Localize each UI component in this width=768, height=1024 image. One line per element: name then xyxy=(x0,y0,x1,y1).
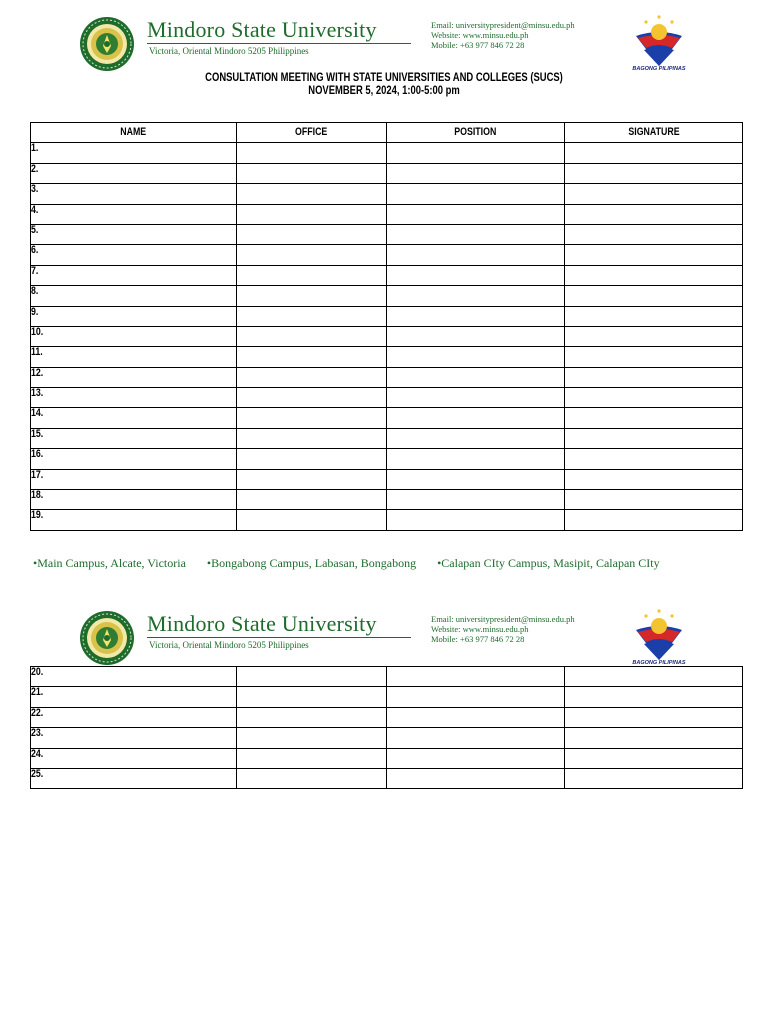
name-cell[interactable]: 10. xyxy=(31,326,237,346)
signature-cell[interactable] xyxy=(565,245,743,265)
office-cell[interactable] xyxy=(237,143,387,163)
position-cell[interactable] xyxy=(387,367,565,387)
office-cell[interactable] xyxy=(237,388,387,408)
table-row xyxy=(31,667,743,687)
bagong-pilipinas-icon xyxy=(628,600,690,662)
campus-calapan: •Calapan CIty Campus, Masipit, Calapan CIty xyxy=(437,556,660,570)
table-row xyxy=(31,306,743,326)
name-cell[interactable]: 22. xyxy=(31,707,237,727)
signature-cell[interactable] xyxy=(565,490,743,510)
bagong-pilipinas-icon xyxy=(628,6,690,68)
column-header-office: OFFICE xyxy=(237,123,387,143)
contact-email: Email: universitypresident@minsu.edu.ph xyxy=(431,614,575,624)
signature-cell[interactable] xyxy=(565,306,743,326)
contact-email: Email: universitypresident@minsu.edu.ph xyxy=(431,20,575,30)
name-cell[interactable]: 12. xyxy=(31,367,237,387)
name-cell[interactable]: 17. xyxy=(31,469,237,489)
table-row xyxy=(31,224,743,244)
table-row xyxy=(31,510,743,530)
office-cell[interactable] xyxy=(237,184,387,204)
signature-cell[interactable] xyxy=(565,510,743,530)
office-cell[interactable] xyxy=(237,245,387,265)
table-row xyxy=(31,490,743,510)
bagong-pilipinas-text: BAGONG PILIPINAS xyxy=(632,66,686,72)
office-cell[interactable] xyxy=(237,347,387,367)
office-cell[interactable] xyxy=(237,748,387,768)
university-name: Mindoro State University xyxy=(147,611,377,636)
office-cell[interactable] xyxy=(237,667,387,687)
office-cell[interactable] xyxy=(237,768,387,788)
document-date: NOVEMBER 5, 2024, 1:00-5:00 pm xyxy=(308,85,460,97)
office-cell[interactable] xyxy=(237,687,387,707)
office-cell[interactable] xyxy=(237,707,387,727)
table-row xyxy=(31,163,743,183)
name-cell[interactable]: 1. xyxy=(31,143,237,163)
position-cell[interactable] xyxy=(387,204,565,224)
contact-website: Website: www.minsu.edu.ph xyxy=(431,624,529,634)
table-row xyxy=(31,428,743,448)
signature-cell[interactable] xyxy=(565,184,743,204)
university-address: Victoria, Oriental Mindoro 5205 Philippines xyxy=(149,46,309,56)
name-cell[interactable]: 9. xyxy=(31,306,237,326)
signature-cell[interactable] xyxy=(565,163,743,183)
position-cell[interactable] xyxy=(387,707,565,727)
position-cell[interactable] xyxy=(387,143,565,163)
signature-cell[interactable] xyxy=(565,347,743,367)
bagong-pilipinas-text: BAGONG PILIPINAS xyxy=(632,660,686,666)
signature-cell[interactable] xyxy=(565,728,743,748)
university-address: Victoria, Oriental Mindoro 5205 Philippines xyxy=(149,640,309,650)
table-row xyxy=(31,367,743,387)
signature-cell[interactable] xyxy=(565,667,743,687)
table-row xyxy=(31,707,743,727)
office-cell[interactable] xyxy=(237,428,387,448)
table-row xyxy=(31,449,743,469)
name-cell[interactable]: 23. xyxy=(31,728,237,748)
table-row xyxy=(31,347,743,367)
table-row xyxy=(31,265,743,285)
position-cell[interactable] xyxy=(387,347,565,367)
signature-cell[interactable] xyxy=(565,768,743,788)
table-row xyxy=(31,408,743,428)
university-name: Mindoro State University xyxy=(147,17,377,42)
position-cell[interactable] xyxy=(387,428,565,448)
signature-cell[interactable] xyxy=(565,707,743,727)
position-cell[interactable] xyxy=(387,184,565,204)
name-cell[interactable]: 20. xyxy=(31,667,237,687)
position-cell[interactable] xyxy=(387,265,565,285)
signature-cell[interactable] xyxy=(565,204,743,224)
signature-cell[interactable] xyxy=(565,687,743,707)
column-header-position: POSITION xyxy=(387,123,565,143)
attendance-table-page1 xyxy=(30,122,743,531)
office-cell[interactable] xyxy=(237,490,387,510)
office-cell[interactable] xyxy=(237,449,387,469)
signature-cell[interactable] xyxy=(565,428,743,448)
document-title: CONSULTATION MEETING WITH STATE UNIVERSITIES AND COLLEGES (SUCS) xyxy=(205,72,563,84)
office-cell[interactable] xyxy=(237,326,387,346)
name-underline xyxy=(147,637,411,638)
signature-cell[interactable] xyxy=(565,449,743,469)
table-row xyxy=(31,184,743,204)
campus-bongabong: •Bongabong Campus, Labasan, Bongabong xyxy=(206,556,417,570)
signature-cell[interactable] xyxy=(565,367,743,387)
office-cell[interactable] xyxy=(237,306,387,326)
name-cell[interactable]: 11. xyxy=(31,347,237,367)
letterhead-top xyxy=(0,16,768,80)
campus-footer xyxy=(33,556,678,571)
position-cell[interactable] xyxy=(387,388,565,408)
office-cell[interactable] xyxy=(237,265,387,285)
name-cell[interactable]: 16. xyxy=(31,449,237,469)
name-cell[interactable]: 6. xyxy=(31,245,237,265)
table-row xyxy=(31,748,743,768)
name-cell[interactable]: 2. xyxy=(31,163,237,183)
signature-cell[interactable] xyxy=(565,748,743,768)
signature-cell[interactable] xyxy=(565,286,743,306)
name-cell[interactable]: 18. xyxy=(31,490,237,510)
position-cell[interactable] xyxy=(387,449,565,469)
position-cell[interactable] xyxy=(387,490,565,510)
name-cell[interactable]: 24. xyxy=(31,748,237,768)
name-cell[interactable]: 19. xyxy=(31,510,237,530)
name-cell[interactable]: 25. xyxy=(31,768,237,788)
table-row xyxy=(31,326,743,346)
office-cell[interactable] xyxy=(237,408,387,428)
office-cell[interactable] xyxy=(237,510,387,530)
table-row xyxy=(31,469,743,489)
table-header-row xyxy=(31,123,743,143)
table-row xyxy=(31,286,743,306)
signature-cell[interactable] xyxy=(565,143,743,163)
position-cell[interactable] xyxy=(387,224,565,244)
position-cell[interactable] xyxy=(387,408,565,428)
name-cell[interactable]: 5. xyxy=(31,224,237,244)
name-cell[interactable]: 7. xyxy=(31,265,237,285)
position-cell[interactable] xyxy=(387,667,565,687)
table-row xyxy=(31,204,743,224)
name-cell[interactable]: 8. xyxy=(31,286,237,306)
table-row xyxy=(31,687,743,707)
position-cell[interactable] xyxy=(387,687,565,707)
signature-cell[interactable] xyxy=(565,224,743,244)
table-row xyxy=(31,388,743,408)
position-cell[interactable] xyxy=(387,469,565,489)
attendance-table-page2 xyxy=(30,666,743,789)
position-cell[interactable] xyxy=(387,510,565,530)
column-header-name: NAME xyxy=(31,123,237,143)
position-cell[interactable] xyxy=(387,728,565,748)
office-cell[interactable] xyxy=(237,728,387,748)
position-cell[interactable] xyxy=(387,748,565,768)
position-cell[interactable] xyxy=(387,163,565,183)
table-row xyxy=(31,245,743,265)
name-cell[interactable]: 4. xyxy=(31,204,237,224)
signature-cell[interactable] xyxy=(565,265,743,285)
office-cell[interactable] xyxy=(237,204,387,224)
signature-cell[interactable] xyxy=(565,388,743,408)
campus-main: •Main Campus, Alcate, Victoria xyxy=(33,556,186,570)
signature-cell[interactable] xyxy=(565,326,743,346)
signature-cell[interactable] xyxy=(565,408,743,428)
university-seal-icon xyxy=(76,610,138,666)
office-cell[interactable] xyxy=(237,163,387,183)
name-underline xyxy=(147,43,411,44)
table-row xyxy=(31,768,743,788)
position-cell[interactable] xyxy=(387,306,565,326)
position-cell[interactable] xyxy=(387,768,565,788)
signature-cell[interactable] xyxy=(565,469,743,489)
name-cell[interactable]: 15. xyxy=(31,428,237,448)
university-seal-icon xyxy=(76,16,138,72)
contact-mobile: Mobile: +63 977 846 72 28 xyxy=(431,634,525,644)
table-row xyxy=(31,143,743,163)
office-cell[interactable] xyxy=(237,224,387,244)
name-cell[interactable]: 14. xyxy=(31,408,237,428)
letterhead-second xyxy=(0,610,768,674)
position-cell[interactable] xyxy=(387,326,565,346)
office-cell[interactable] xyxy=(237,469,387,489)
table-row xyxy=(31,728,743,748)
name-cell[interactable]: 3. xyxy=(31,184,237,204)
office-cell[interactable] xyxy=(237,286,387,306)
contact-block xyxy=(431,614,575,644)
contact-mobile: Mobile: +63 977 846 72 28 xyxy=(431,40,525,50)
position-cell[interactable] xyxy=(387,286,565,306)
office-cell[interactable] xyxy=(237,367,387,387)
name-cell[interactable]: 21. xyxy=(31,687,237,707)
name-cell[interactable]: 13. xyxy=(31,388,237,408)
position-cell[interactable] xyxy=(387,245,565,265)
contact-block xyxy=(431,20,575,50)
column-header-signature: SIGNATURE xyxy=(565,123,743,143)
contact-website: Website: www.minsu.edu.ph xyxy=(431,30,529,40)
